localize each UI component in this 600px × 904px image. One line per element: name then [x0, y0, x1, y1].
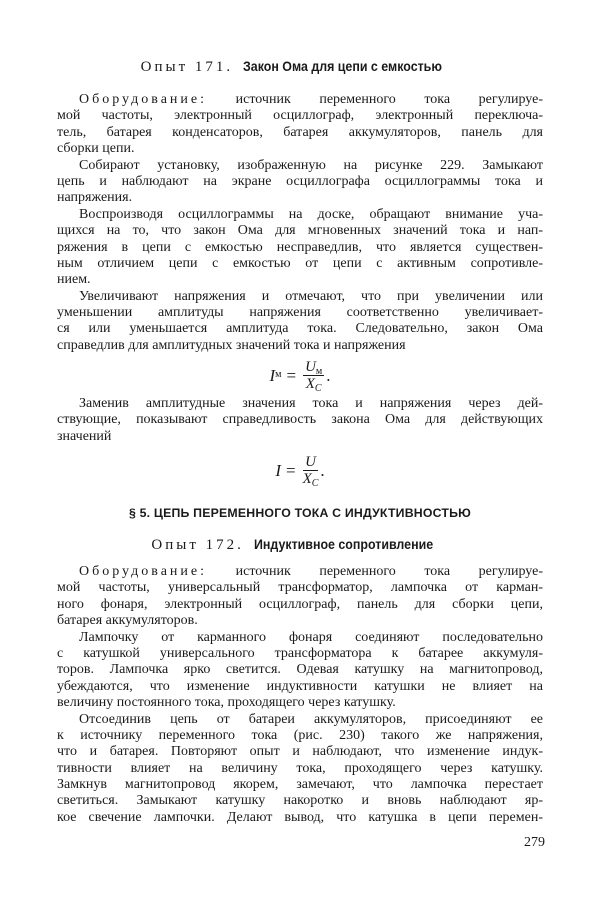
text-line: Замкнув магнитопровод якорем, замечают, что лампочка перестает: [57, 777, 543, 793]
text-line: светиться. Замыкают катушку накоротко и вновь наблюдают яр-: [57, 793, 543, 809]
text-line: справедлив для амплитудных значений тока и напряжения: [57, 337, 406, 353]
experiment-171-text-2: [57, 396, 543, 445]
text-line: тивности влияет на величину тока, проходящего через катушку.: [57, 760, 543, 776]
text-line: батарея аккумуляторов.: [57, 613, 198, 629]
formula-amplitude-ohms-law: I м = $\frac{U_м}{X_C}$ .: [269, 358, 331, 394]
text-line: Заменив амплитудные значения тока и напряжения через дей-: [79, 396, 543, 411]
text-line: Воспроизводя осциллограммы на доске, обращают внимание уча-: [79, 206, 543, 222]
text-line-rest: источник переменного тока регулируе-: [207, 564, 543, 579]
experiment-172-heading: [0, 536, 600, 554]
formula-effective-ohms-law: [0, 453, 600, 487]
text-line: напряжения.: [57, 190, 133, 206]
formula-eq: =: [285, 460, 296, 480]
text-line: что и батарея. Повторяют опыт и наблюдают, что изменение индук-: [57, 744, 543, 760]
text-line: торов. Лампочка ярко светится. Одевая катушку на магнитопровод,: [57, 662, 543, 678]
formula-lhs: I: [275, 460, 281, 480]
experiment-171-text: [57, 92, 543, 354]
text-line: ным отличием цепи с емкостью от цепи с активным сопротивле-: [57, 255, 543, 271]
experiment-label: Опыт 172.: [151, 537, 244, 553]
experiment-title: Индуктивное сопротивление: [253, 537, 434, 552]
formula-num-sub: м: [315, 365, 323, 377]
text-line: величину постоянного тока, проходящего через катушку.: [57, 695, 396, 711]
text-line: к источнику переменного тока (рис. 230) такого же напряжения,: [57, 727, 543, 743]
text-line: значений: [57, 428, 112, 444]
experiment-171-heading: [0, 58, 600, 76]
page-number: 279: [524, 835, 545, 850]
text-line: тель, батарея конденсаторов, батарея аккумуляторов, панель для: [57, 124, 543, 140]
formula-num: U: [305, 358, 316, 375]
text-line: цепь и наблюдают на экране осциллографа осциллограммы тока и: [57, 173, 543, 189]
text-line: нием.: [57, 272, 91, 288]
formula-den: X: [302, 470, 312, 487]
text-line: мой частоты, универсальный трансформатор, лампочка от карман-: [57, 580, 543, 596]
text-line: с катушкой универсального трансформатора к батарее аккумуля-: [57, 645, 543, 661]
text-line: кое свечение лампочки. Делают вывод, что катушка в цепи перемен-: [57, 809, 543, 825]
text-line-rest: источник переменного тока регулируе-: [207, 92, 543, 107]
text-line: ряжения в цепи с емкостью несправедлив, что является существен-: [57, 239, 543, 255]
text-line: сборки цепи.: [57, 141, 135, 157]
equipment-lead: Оборудование:: [79, 564, 208, 579]
text-line: [57, 92, 543, 108]
text-line: ствующие, показывают справедливость закона Ома для действующих: [57, 412, 543, 428]
formula-end: .: [320, 460, 325, 480]
text-line: убеждаются, что изменение индуктивности катушки не влияет на: [57, 678, 543, 694]
text-line: Лампочку от карманного фонаря соединяют последовательно: [79, 629, 543, 645]
formula-end: .: [326, 365, 331, 385]
formula-num: U: [305, 453, 316, 470]
experiment-title: Закон Ома для цепи с емкостью: [243, 59, 443, 74]
formula-fraction: [303, 359, 324, 392]
text-line: Отсоединив цепь от батареи аккумуляторов, присоединяют ее: [79, 711, 543, 727]
formula-fraction: [303, 454, 319, 487]
text-line: уменьшении амплитуды напряжения соответственно увеличивает-: [57, 305, 543, 321]
experiment-172-text: [57, 564, 543, 826]
formula-den-sub: C: [314, 382, 322, 394]
equipment-lead: Оборудование:: [79, 92, 208, 107]
formula-eq: =: [286, 365, 297, 385]
formula-lhs: I: [269, 365, 276, 385]
text-line: ся или уменьшается амплитуда тока. Следовательно, закон Ома: [57, 321, 543, 337]
section-heading: § 5. ЦЕПЬ ПЕРЕМЕННОГО ТОКА С ИНДУКТИВНОСТЬЮ: [128, 506, 472, 520]
text-line: Собирают установку, изображенную на рисунке 229. Замыкают: [79, 157, 543, 173]
experiment-label: Опыт 171.: [140, 59, 234, 75]
text-line: [57, 564, 543, 580]
text-line: мой частоты, электронный осциллограф, электронный переключа-: [57, 108, 543, 124]
text-line: щихся на то, что закон Ома для мгновенных значений тока и нап-: [57, 223, 543, 239]
text-line: ного фонаря, электронный осциллограф, панель для сборки цепи,: [57, 596, 543, 612]
formula-den: X: [305, 375, 315, 392]
text-line: Увеличивают напряжения и отмечают, что при увеличении или: [79, 288, 543, 304]
formula-den-sub: C: [311, 477, 319, 489]
